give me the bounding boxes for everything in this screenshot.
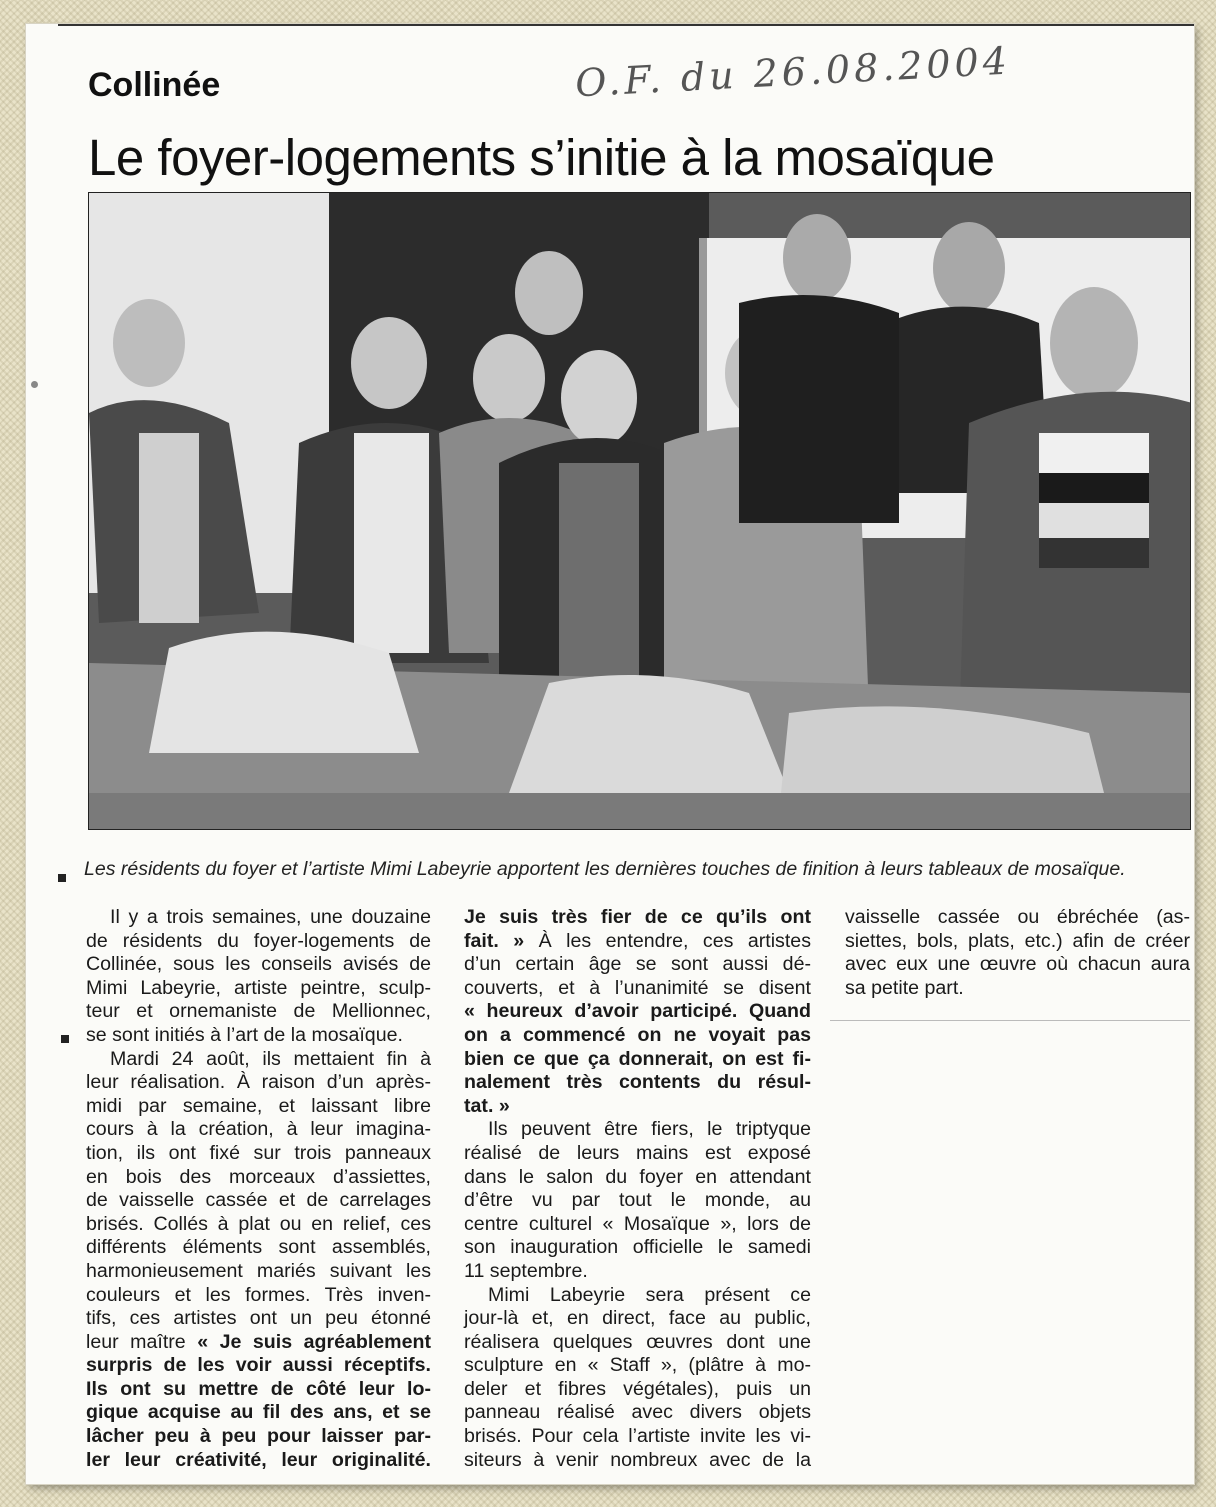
article-line [464,1307,811,1331]
article-line [86,1378,431,1402]
quote-text: on a commencé on ne voyait pas [464,1023,811,1046]
quote-text: bien ce que ça donnerait, on est fi- [464,1047,811,1070]
body-text: de vaisselle cassée et de carrelages [86,1189,431,1212]
quote-text: Ils ont su mettre de côté leur lo- [86,1377,431,1400]
body-text: couleurs et les formes. Très inven- [86,1283,431,1306]
body-text: tifs, ces artistes ont un peu étonné [86,1307,431,1330]
body-text: jour-là et, en direct, face au public, [464,1307,811,1330]
body-text: Collinée, sous les conseils avisés de [86,953,431,976]
body-text: brisés. Collés à plat ou en relief, ces [86,1212,431,1235]
article-column-1 [86,906,431,1472]
article-line [86,977,431,1001]
article-line [464,1260,811,1284]
article-line [464,1284,811,1308]
body-text: 11 septembre. [464,1259,588,1282]
article-line [86,1048,431,1072]
body-text: centre culturel « Mosaïque », lors de [464,1212,811,1235]
body-text: deler et fibres végétales), puis un [464,1377,811,1400]
body-text: harmonieusement mariés suivant les [86,1259,431,1282]
article-line [86,1024,431,1048]
quote-text: « heureux d’avoir participé. Quand [464,1000,811,1023]
article-line [464,977,811,1001]
body-text: avec eux une œuvre où chacun aura [845,953,1190,976]
article-line [86,1118,431,1142]
caption-bullet [58,874,66,882]
body-text: tion, ils ont fixé sur trois panneaux [86,1141,431,1164]
body-text: leur réalisation. À raison d’un après- [86,1071,431,1094]
quote-text: lâcher peu à peu pour laisser par- [86,1425,431,1448]
quote-text: fait. » [464,929,525,952]
article-line [464,1189,811,1213]
handwritten-date-note: O.F. du 26.08.2004 [574,38,1012,106]
quote-text: surpris de les voir aussi réceptifs. [86,1354,431,1377]
article-line [464,1118,811,1142]
body-text: en bois des morceaux d’assiettes, [86,1165,431,1188]
article-line [86,906,431,930]
article-line [464,1378,811,1402]
body-text: Mimi Labeyrie sera présent ce [488,1283,811,1306]
body-text: siettes, bols, plats, etc.) afin de créer [845,929,1190,952]
article-line [845,953,1190,977]
article-line [86,1142,431,1166]
article-line [464,953,811,977]
article-line [845,930,1190,954]
body-text: se sont initiés à l’art de la mosaïque. [86,1023,403,1046]
quote-text: Je suis très fier de ce qu’ils ont [464,906,811,928]
body-text: midi par semaine, et laissant libre [86,1094,431,1117]
article-line [86,1307,431,1331]
article-line [86,930,431,954]
article-line [464,1024,811,1048]
body-text: d’être vu par tout le monde, au [464,1189,811,1212]
quote-text: gique acquise au fil des ans, et se [86,1401,431,1424]
body-text: cours à la création, à leur imagina- [86,1118,431,1141]
body-text: Ils peuvent être fiers, le triptyque [488,1118,811,1141]
body-text: réalisé de leurs mains est exposé [464,1141,811,1164]
quote-text: tat. » [464,1094,510,1117]
body-text: sculpture en « Staff », (plâtre à mo- [464,1354,811,1377]
body-text: Mimi Labeyrie, artiste peintre, sculp- [86,976,431,999]
article-line [464,1354,811,1378]
body-text: Mardi 24 août, ils mettaient fin à [110,1047,431,1070]
body-text: d’un certain âge se sont aussi dé- [464,953,811,976]
group-photo [88,192,1191,830]
column-bullet [61,1035,69,1043]
quote-text: « Je suis agréablement [197,1330,431,1353]
article-line [86,1449,431,1473]
article-line [86,1331,431,1355]
article-line [464,1095,811,1119]
quote-text: ler leur créativité, leur originalité. [86,1448,431,1471]
article-line [86,1213,431,1237]
article-column-3 [845,906,1190,1000]
article-line [845,906,1190,930]
body-text: dans le salon du foyer en attendant [464,1165,811,1188]
article-line [86,1401,431,1425]
column-end-rule [830,1020,1190,1021]
article-line [86,1189,431,1213]
article-line [86,953,431,977]
article-line [464,1000,811,1024]
body-text: teur et ornemaniste de Mellionnec, [86,1000,431,1023]
article-line [464,1166,811,1190]
body-text: siteurs à venir nombreux avec de la [464,1448,811,1471]
body-text: vaisselle cassée ou ébréchée (as- [845,906,1190,928]
article-line [86,1354,431,1378]
body-text: leur maître [86,1330,198,1353]
article-line [464,1048,811,1072]
body-text: couverts, et à l’unanimité se disent [464,976,811,999]
article-column-2 [464,906,811,1472]
article-line [464,1425,811,1449]
article-line [464,1213,811,1237]
top-rule [58,24,1194,26]
article-line [464,1142,811,1166]
body-text: brisés. Pour cela l’artiste invite les vi- [464,1425,811,1448]
punch-hole-mark [31,381,38,388]
body-text: panneau réalisé avec divers objets [464,1401,811,1424]
headline: Le foyer-logements s’initie à la mosaïque [88,129,995,186]
article-line [464,1236,811,1260]
article-line [86,1095,431,1119]
body-text: son inauguration officielle le samedi [464,1236,811,1259]
body-text: de résidents du foyer-logements de [86,929,431,952]
article-line [464,930,811,954]
quote-text: nalement très contents du résul- [464,1071,811,1094]
article-line [845,977,1190,1001]
article-line [86,1071,431,1095]
body-text: À les entendre, ces artistes [524,929,811,952]
body-text: sa petite part. [845,976,964,999]
photo-caption: Les résidents du foyer et l’artiste Mimi Labeyrie apportent les dernières touches de finition à leurs tableaux de mosaïque. [84,858,1126,880]
article-line [464,1071,811,1095]
article-line [464,906,811,930]
body-text: réalisera quelques œuvres dont une [464,1330,811,1353]
article-line [86,1260,431,1284]
article-line [464,1331,811,1355]
article-line [86,1166,431,1190]
article-line [86,1425,431,1449]
article-line [464,1401,811,1425]
section-title: Collinée [88,66,221,104]
body-text: Il y a trois semaines, une douzaine [110,906,431,928]
body-text: différents éléments sont assemblés, [86,1236,431,1259]
article-line [86,1284,431,1308]
article-line [464,1449,811,1473]
article-line [86,1236,431,1260]
article-line [86,1000,431,1024]
